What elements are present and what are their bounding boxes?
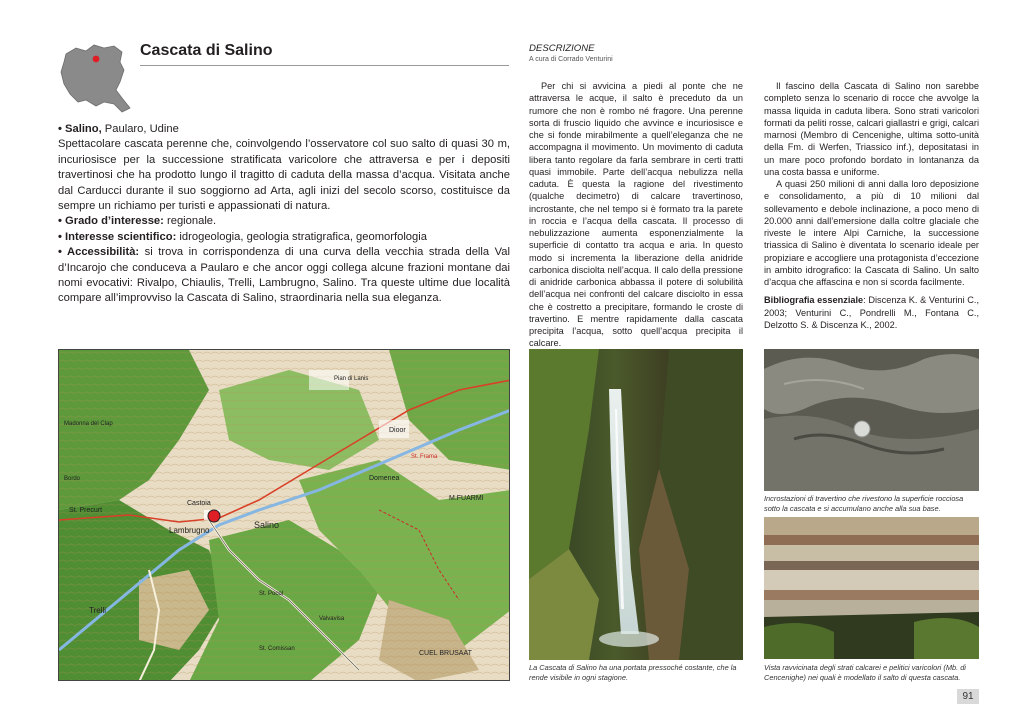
map-label-frama: St. Frama [411, 454, 438, 460]
travertine-caption: Incrostazioni di travertino che rivestono la superficie rocciosa sotto la cascata e si accumulano anche alla sua base. [764, 494, 964, 513]
column-a-text: Per chi si avvicina a piedi al ponte che ne attraversa le acque, il salto è preceduto da un rumore che non è rombo né fragore. Una perenne sorta di fruscio liquido che avvince e incuriosisce e che si fonde mirabilmente a quell’eleganza che ne accompagna il movimento. Un movimento di caduta libera tanto regolare da farla sembrare in certi tratti quasi immobile. Parte dell’acqua nebulizza nella caduta. È questa la ragione del rivestimento (qualche decimetro) di calcare travertinoso, incrostante, che nel tempo si è formato tra la parete in roccia e l’acqua della cascata. Il processo di nebulizzazione aumenta esponenzialmente la superficie di contatto tra acqua e aria. In questo modo si incrementa la liberazione della anidride carbonica disciolta nell’acqua. Il calo della pressione di anidride carbonica abbassa il potere di solubilità dell’acqua nei confronti del calcare disciolto in essa che è costretto a precipitare, formando le croste di travertino. E mentre rapidamente dalla cascata precipita l’acqua, sotto quell’acqua precipita il calcare. [529, 81, 743, 349]
column-b-paragraph-2: A quasi 250 milioni di anni dalla loro deposizione e consolidamento, a più di 10 milioni dal sollevamento e debole inclinazione, a poco meno di 20.000 anni dall’emersione dalla coltre glaciale che riveste le intere Alpi Carniche, la successione triassica di Salino è diventata lo scenario ideale per propiziare e accogliere una protagonista d’eccezione in ambito idrografico: la Cascata di Salino. Un salto d’acqua che affascina e non si scorda facilmente. [764, 179, 979, 287]
map-label-domenea: Domenea [369, 475, 400, 482]
column-b-paragraph-1: Il fascino della Cascata di Salino non sarebbe completo senza lo scenario di rocce che avvolge la massa liquida in caduta libera. Sono strati varicolori formati da peliti rosse, calcari giallastri e grigi, calcari marnosi (Membro di Cencenighe, ultima sotto-unità della Fm. di Werfen, Triassico inf.), depositatasi in un mare poco profondo bordato in lontananza da una costa bassa e uniforme. [764, 81, 979, 177]
waterfall-photo [529, 349, 743, 660]
map-label-valvavisa: Valvavisa [319, 616, 345, 622]
map-label-bordo: Bordo [64, 476, 81, 482]
bibliography-label: Bibliografia essenziale [764, 295, 864, 306]
location-label: • Salino, [58, 123, 102, 135]
travertine-photo [764, 349, 979, 491]
map-label-madonna: Madonna del Clap [64, 421, 113, 427]
strata-caption: Vista ravvicinata degli strati calcarei e pelitici varicolori (Mb. di Cencenighe) nei quali è modellato il salto di questa cascata. [764, 663, 966, 682]
location-marker [93, 56, 100, 63]
map-label-comissan: St. Comissan [259, 646, 295, 652]
description-column-a [529, 80, 743, 350]
map-label-dioor: Dioor [389, 427, 406, 434]
map-label-trelli: Trelli [89, 606, 107, 615]
map-label-salino: Salino [254, 520, 280, 530]
map-label-lambrugno: Lambrugno [169, 526, 210, 535]
description-heading: DESCRIZIONE [529, 43, 595, 54]
interest-value: regionale. [163, 215, 217, 228]
map-label-pian: Pian di Lanis [334, 376, 369, 382]
description-author: A cura di Corrado Venturini [529, 56, 613, 63]
map-label-pocol: St. Pocol [259, 591, 284, 597]
title-divider [140, 65, 509, 66]
strata-photo [764, 517, 979, 659]
scientific-value: idrogeologia, geologia stratigrafica, geomorfologia [176, 230, 427, 243]
bibliography-text: : Discenza K. & Venturini C., 2003; Venturini C., Pondrelli M., Fontana C., Delzotto S. & Discenza K., 2002. [764, 295, 980, 330]
map-label-fuarmi: M.FUARMI [449, 495, 484, 502]
location-value: Paularo, Udine [101, 123, 179, 135]
scientific-label: • Interesse scientifico: [58, 230, 177, 243]
map-label-cuel: CUEL BRUSAAT [419, 650, 472, 657]
description-column-b [764, 80, 979, 331]
region-locator-map [58, 42, 136, 116]
waterfall-caption: La Cascata di Salino ha una portata pressoché costante, che la rende visibile in ogni stagione. [529, 663, 737, 682]
bibliography [764, 294, 979, 331]
map-label-castoia: Castoia [187, 500, 211, 507]
page-title: Cascata di Salino [140, 42, 273, 59]
intro-text [58, 122, 510, 307]
topographic-map [58, 349, 510, 681]
access-label: • Accessibilità: [58, 246, 140, 259]
interest-label: • Grado d’interesse: [58, 215, 164, 228]
map-marker [208, 510, 220, 522]
map-label-precurt: St. Precurt [69, 507, 103, 514]
intro-description: Spettacolare cascata perenne che, coinvolgendo l’osservatore col suo salto di quasi 30 m, incuriosisce per la successione stratificata varicolore che attraversa e per i depositi travertinosi che ha prodotto lungo il tragitto di caduta della massa d’acqua. Visitata anche dal Carducci durante il suo soggiorno ad Arta, agli inizi del secolo scorso, costituisce da sempre un richiamo per turisti e appassionati di natura. [58, 138, 510, 213]
access-value: si trova in corrispondenza di una curva della vecchia strada della Val d’Incarojo che conduceva a Paularo e che ancor oggi collega alcune frazioni montane dai nomi evocativi: Rivalpo, Chiaulis, Trelli, Lambrugno, Salino. Tra queste ultime due località compare all’improvviso la Cascata di Salino, straordinaria nella sua eleganza. [58, 246, 510, 305]
page-number: 91 [957, 689, 979, 704]
